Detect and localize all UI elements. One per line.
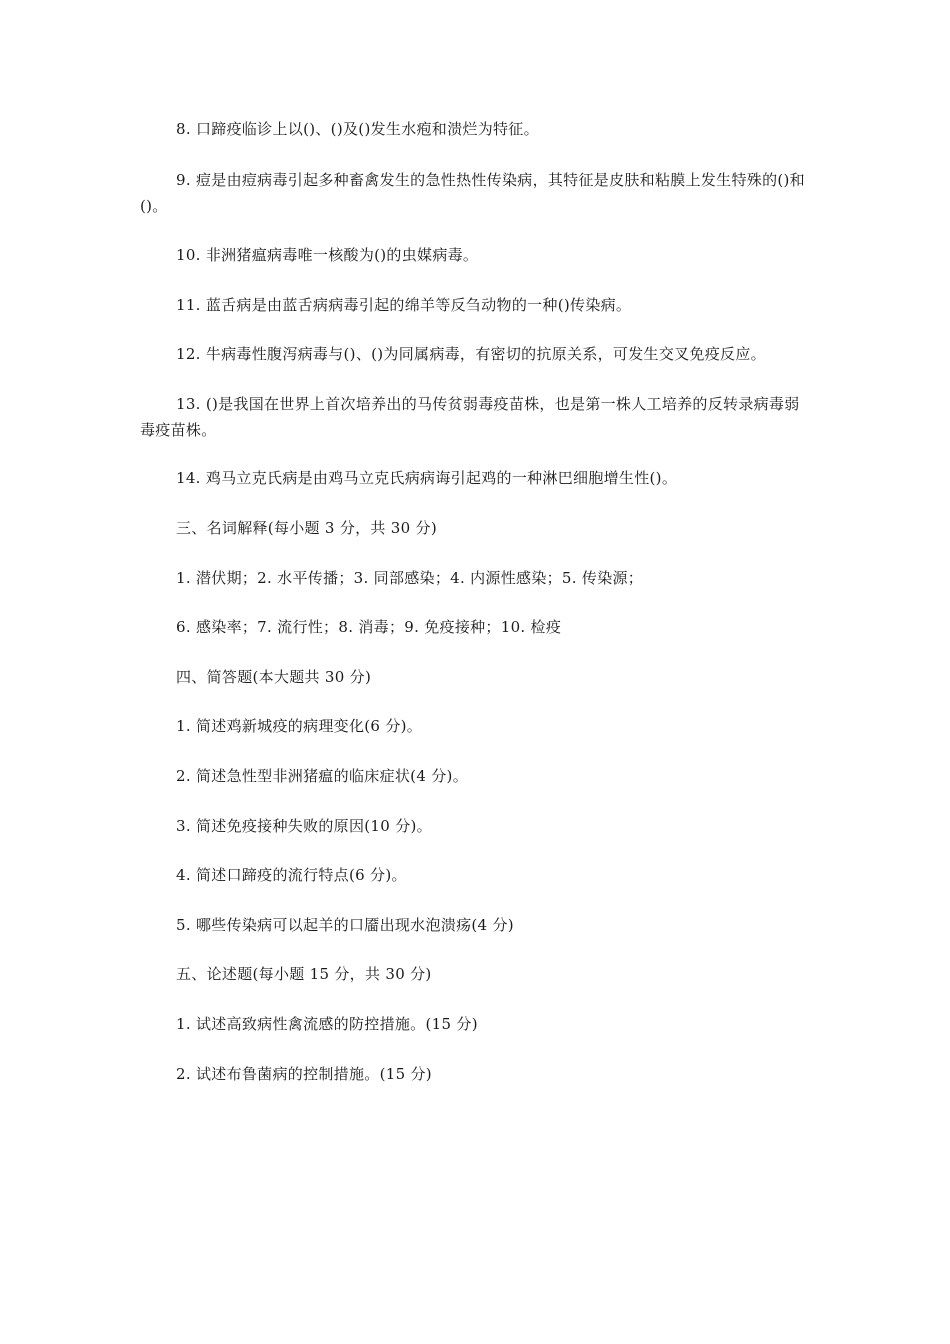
section-3-terms-line-1: 1. 潜伏期；2. 水平传播；3. 同部感染；4. 内源性感染；5. 传染源； <box>176 569 644 587</box>
section-4-item-2: 2. 简述急性型非洲猪瘟的临床症状(4 分)。 <box>176 767 468 785</box>
section-4-item-1: 1. 简述鸡新城疫的病理变化(6 分)。 <box>176 717 423 735</box>
question-9: 9. 痘是由痘病毒引起多种畜禽发生的急性热性传染病，其特征是皮肤和粘膜上发生特殊的()和()。 <box>140 171 805 215</box>
section-5-item-2: 2. 试述布鲁菌病的控制措施。(15 分) <box>176 1065 432 1083</box>
question-8: 8. 口蹄疫临诊上以()、()及()发生水疱和溃烂为特征。 <box>176 120 539 138</box>
question-10: 10. 非洲猪瘟病毒唯一核酸为()的虫媒病毒。 <box>176 246 479 264</box>
question-12: 12. 牛病毒性腹泻病毒与()、()为同属病毒，有密切的抗原关系，可发生交叉免疫反应。 <box>176 345 766 363</box>
section-3-heading: 三、名词解释(每小题 3 分，共 30 分) <box>176 519 438 537</box>
section-5-item-1: 1. 试述高致病性禽流感的防控措施。(15 分) <box>176 1015 478 1033</box>
question-13: 13. ()是我国在世界上首次培养出的马传贫弱毒疫苗株，也是第一株人工培养的反转录病毒弱毒疫苗株。 <box>140 395 800 439</box>
section-4-item-5: 5. 哪些传染病可以起羊的口靥出现水泡溃疡(4 分) <box>176 916 514 934</box>
section-3-terms-line-2: 6. 感染率；7. 流行性；8. 消毒；9. 免疫接种；10. 检疫 <box>176 618 562 636</box>
question-11: 11. 蓝舌病是由蓝舌病病毒引起的绵羊等反刍动物的一种()传染病。 <box>176 296 632 314</box>
section-4-item-3: 3. 简述免疫接种失败的原因(10 分)。 <box>176 817 432 835</box>
question-14: 14. 鸡马立克氏病是由鸡马立克氏病病诲引起鸡的一种淋巴细胞增生性()。 <box>176 469 678 487</box>
section-5-heading: 五、论述题(每小题 15 分，共 30 分) <box>176 965 432 983</box>
section-4-item-4: 4. 简述口蹄疫的流行特点(6 分)。 <box>176 866 407 884</box>
section-4-heading: 四、简答题(本大题共 30 分) <box>176 668 372 686</box>
